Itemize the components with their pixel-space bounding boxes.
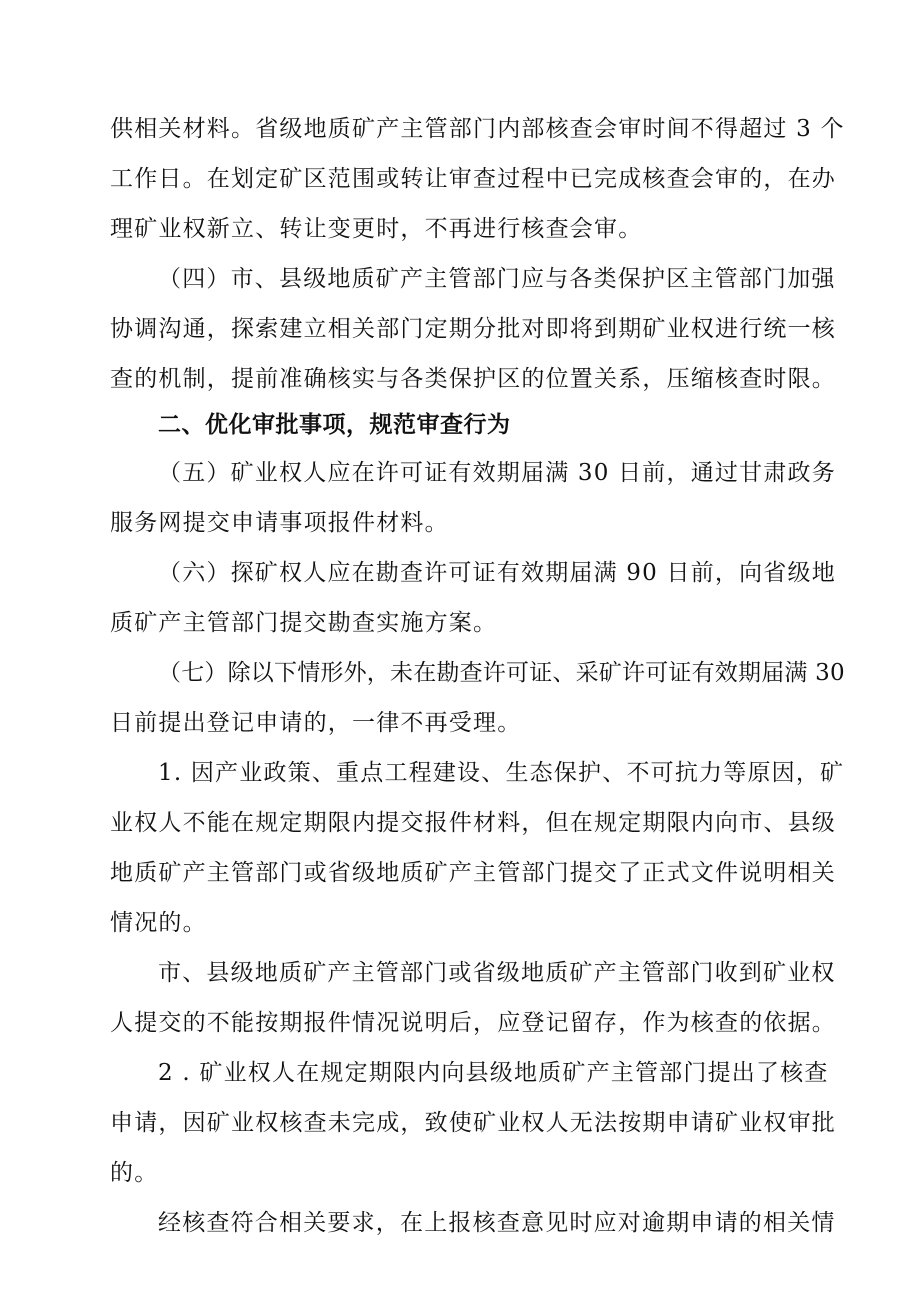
text-line: 服务网提交申请事项报件材料。 xyxy=(110,510,449,536)
paragraph-line: 经核查符合相关要求，在上报核查意见时应对逾期申请的相关情 xyxy=(158,1210,836,1236)
text-line: 工作日。在划定矿区范围或转让审查过程中已完成核查会审的，在办 xyxy=(110,166,836,192)
text-line: 日前提出登记申请的，一律不再受理。 xyxy=(110,710,522,736)
paragraph-7-line: （七）除以下情形外，未在勘查许可证、采矿许可证有效期届满 30 xyxy=(158,660,845,686)
text-line: 理矿业权新立、转让变更时，不再进行核查会审。 xyxy=(110,216,643,242)
paragraph-5-line: （五）矿业权人应在许可证有效期届满 30 日前，通过甘肃政务 xyxy=(158,460,836,486)
item-2-line: 2 . 矿业权人在规定期限内向县级地质矿产主管部门提出了核查 xyxy=(158,1060,829,1086)
text-line: 查的机制，提前准确核实与各类保护区的位置关系，压缩核查时限。 xyxy=(110,366,836,392)
text-line: 情况的。 xyxy=(110,910,207,936)
text-line: 人提交的不能按期报件情况说明后，应登记留存，作为核查的依据。 xyxy=(110,1010,836,1036)
text-line: 供相关材料。省级地质矿产主管部门内部核查会审时间不得超过 3 个 xyxy=(110,116,845,142)
item-1-line: 1. 因产业政策、重点工程建设、生态保护、不可抗力等原因，矿 xyxy=(158,760,845,786)
paragraph-line: 市、县级地质矿产主管部门或省级地质矿产主管部门收到矿业权 xyxy=(158,960,836,986)
text-line: 业权人不能在规定期限内提交报件材料，但在规定期限内向市、县级 xyxy=(110,810,836,836)
text-line: 的。 xyxy=(110,1160,159,1186)
section-heading: 二、优化审批事项，规范审查行为 xyxy=(158,412,511,438)
paragraph-4-line: （四）市、县级地质矿产主管部门应与各类保护区主管部门加强 xyxy=(158,266,836,292)
text-line: 地质矿产主管部门或省级地质矿产主管部门提交了正式文件说明相关 xyxy=(110,860,836,886)
text-line: 申请，因矿业权核查未完成，致使矿业权人无法按期申请矿业权审批 xyxy=(110,1110,836,1136)
paragraph-6-line: （六）探矿权人应在勘查许可证有效期届满 90 日前，向省级地 xyxy=(158,560,836,586)
text-line: 协调沟通，探索建立相关部门定期分批对即将到期矿业权进行统一核 xyxy=(110,316,836,342)
text-line: 质矿产主管部门提交勘查实施方案。 xyxy=(110,610,498,636)
